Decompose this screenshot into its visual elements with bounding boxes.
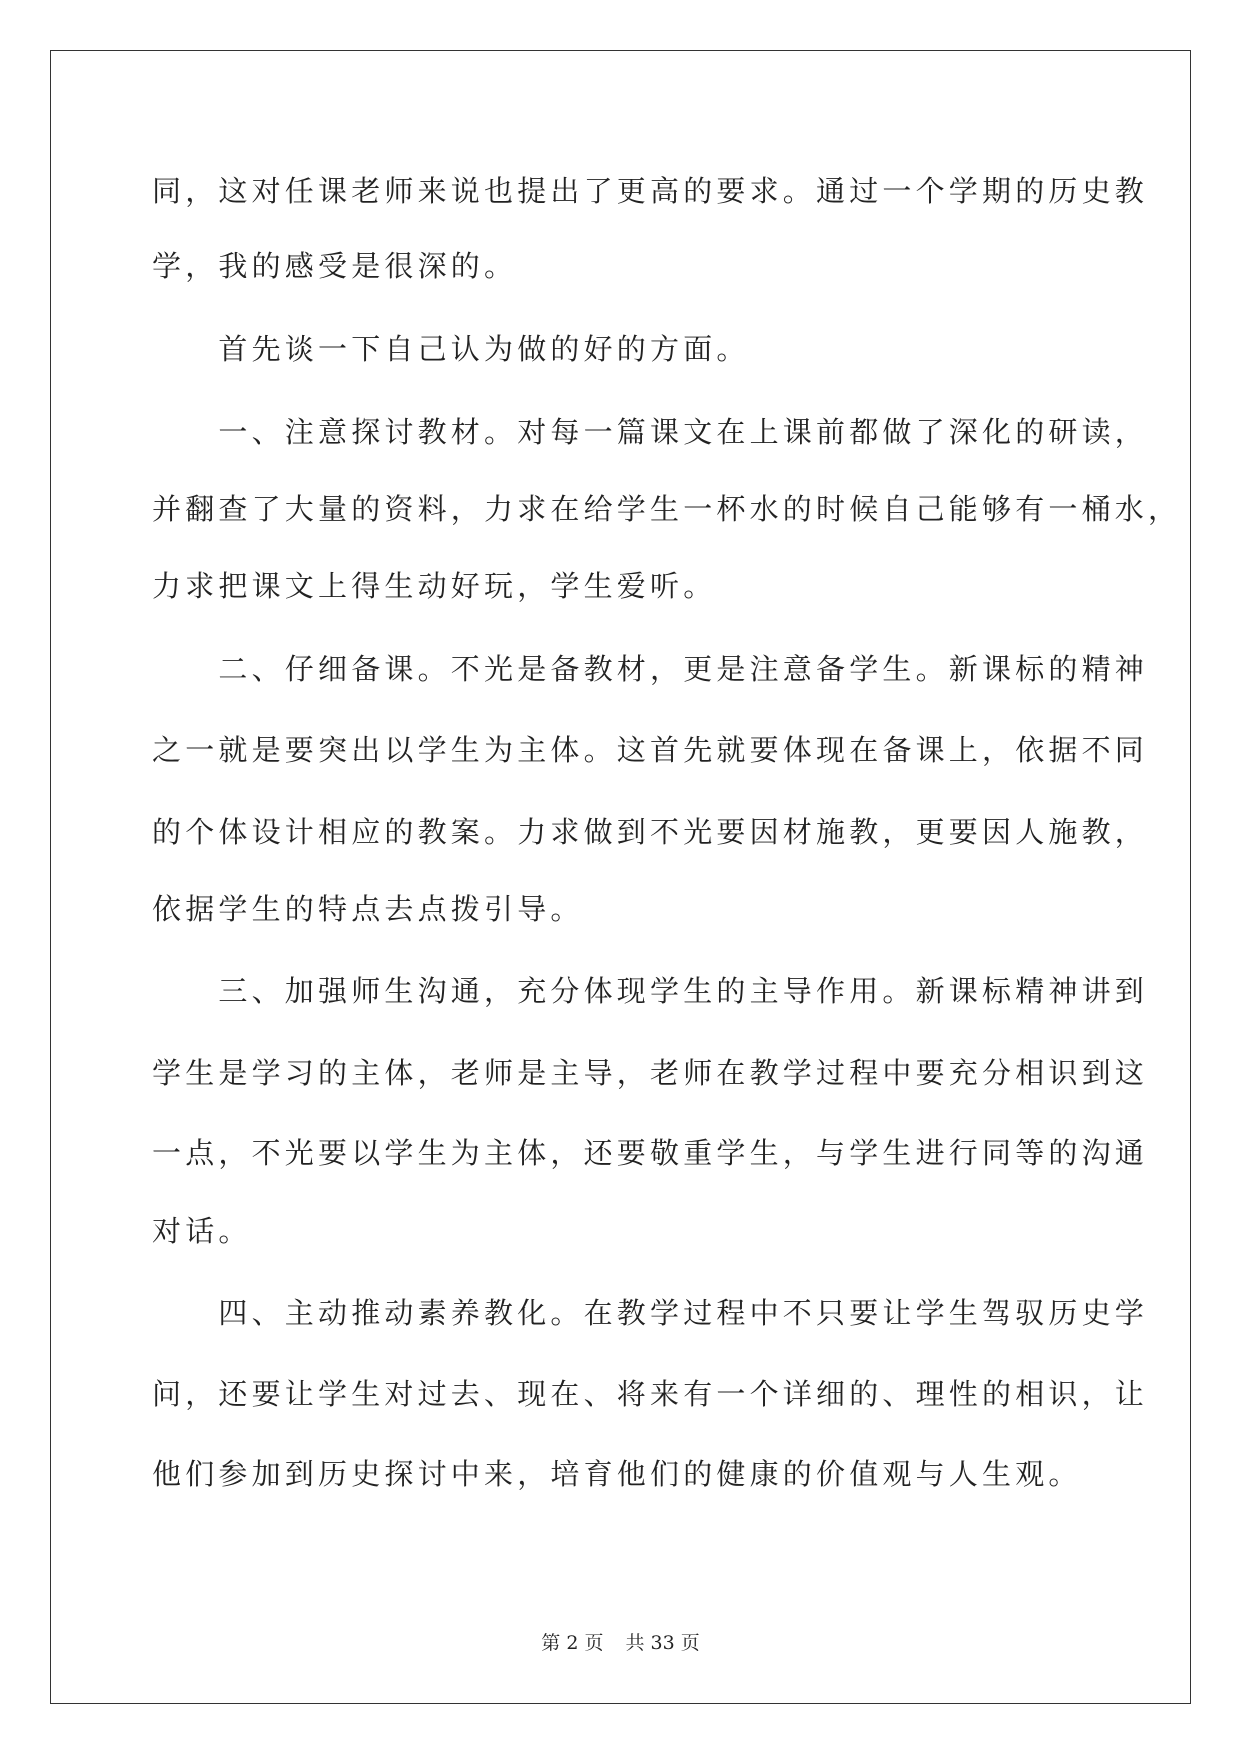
- text-line: 力求把课文上得生动好玩，学生爱听。: [152, 569, 717, 603]
- text-line: 二、仔细备课。不光是备教材，更是注意备学生。新课标的精神: [152, 652, 1149, 686]
- text-line: 依据学生的特点去点拨引导。: [152, 892, 584, 926]
- page-total: 共 33 页: [625, 1632, 700, 1654]
- page-number: 第 2 页: [541, 1632, 604, 1654]
- text-line: 之一就是要突出以学生为主体。这首先就要体现在备课上，依据不同: [152, 733, 1149, 767]
- text-line: 并翻查了大量的资料，力求在给学生一杯水的时候自己能够有一桶水，: [152, 492, 1182, 526]
- text-line: 三、加强师生沟通，充分体现学生的主导作用。新课标精神讲到: [152, 974, 1149, 1008]
- text-line: 学生是学习的主体，老师是主导，老师在教学过程中要充分相识到这: [152, 1056, 1149, 1090]
- text-line: 一点，不光要以学生为主体，还要敬重学生，与学生进行同等的沟通: [152, 1136, 1149, 1170]
- text-line: 对话。: [152, 1214, 252, 1248]
- text-line: 四、主动推动素养教化。在教学过程中不只要让学生驾驭历史学: [152, 1296, 1149, 1330]
- text-line: 他们参加到历史探讨中来，培育他们的健康的价值观与人生观。: [152, 1457, 1082, 1491]
- text-line: 同，这对任课老师来说也提出了更高的要求。通过一个学期的历史教: [152, 174, 1149, 208]
- text-line: 首先谈一下自己认为做的好的方面。: [152, 332, 750, 366]
- text-line: 学，我的感受是很深的。: [152, 249, 518, 283]
- page-footer: [0, 1628, 1241, 1655]
- text-line: 的个体设计相应的教案。力求做到不光要因材施教，更要因人施教，: [152, 815, 1149, 849]
- text-line: 问，还要让学生对过去、现在、将来有一个详细的、理性的相识，让: [152, 1377, 1149, 1411]
- text-line: 一、注意探讨教材。对每一篇课文在上课前都做了深化的研读，: [152, 415, 1149, 449]
